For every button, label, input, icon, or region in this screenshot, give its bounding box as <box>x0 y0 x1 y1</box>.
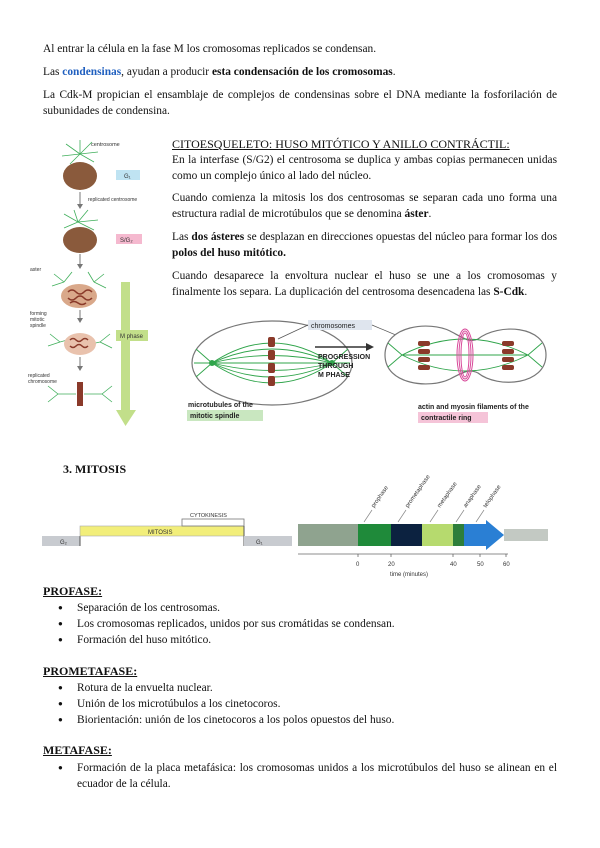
cytokinesis-label: CYTOKINESIS <box>190 513 227 519</box>
chromosomes-label: chromosomes <box>311 323 355 330</box>
centrosome-label: centrosome <box>91 142 120 148</box>
arrowhead <box>77 204 83 209</box>
metafase-list <box>43 760 557 792</box>
text: . <box>428 208 432 220</box>
phase-leader-lines <box>364 510 484 522</box>
metafase-heading: METAFASE: <box>43 743 112 757</box>
list-item: ● Los cromosomas replicados, unidos por sus cromátidas se condensan. <box>43 616 395 632</box>
intro-paragraph-2 <box>43 64 557 80</box>
arrowhead <box>77 366 83 371</box>
arrowhead <box>77 318 83 323</box>
anaphase-label: anaphase <box>462 484 483 510</box>
list-item: ● Formación de la placa metafásica: los cromosomas unidos a los microtúbulos del huso se alinean en el ecuador de la célula. <box>43 760 557 792</box>
x-axis-label: time (minutes) <box>390 572 429 578</box>
telophase-arrowhead <box>486 520 504 550</box>
interphase-bar-left <box>298 524 358 546</box>
x-ticks <box>358 554 506 557</box>
m-phase-label: M phase <box>120 334 144 340</box>
prophase-bar <box>358 524 391 546</box>
aster-label: aster <box>30 267 42 273</box>
citoesqueleto-paragraph-3 <box>172 229 557 261</box>
nucleus <box>63 162 97 190</box>
g1-label: G₁ <box>256 540 263 546</box>
section-3-heading: 3. MITOSIS <box>63 462 127 476</box>
chromosome-plate <box>77 382 83 406</box>
g2-label: G₂ <box>60 540 67 546</box>
list-item: ● Biorientación: unión de los cinetocoros a los polos opuestos del huso. <box>43 712 394 728</box>
m-phase-arrowhead <box>116 410 136 426</box>
contractile-ring-label: contractile ring <box>421 415 472 422</box>
tick-label-40: 40 <box>450 562 457 568</box>
tick-label-0: 0 <box>356 562 360 568</box>
forming-spindle-cell <box>48 333 112 355</box>
text: Las <box>172 231 192 243</box>
mitosis-label: MITOSIS <box>148 530 173 536</box>
profase-list <box>43 600 395 648</box>
intro-paragraph-3: La Cdk-M propician el ensamblaje de complejos de condensinas sobre el DNA mediante la fosforilación de subunidades de condensina. <box>43 89 557 117</box>
text: se desplazan en direcciones opuestas del núcleo para formar los dos <box>244 231 558 243</box>
nucleus <box>63 227 97 253</box>
metaphase-label: metaphase <box>436 481 459 510</box>
mitosis-phases-chart <box>298 472 560 582</box>
citoesqueleto-heading: CITOESQUELETO: HUSO MITÓTICO Y ANILLO CONTRÁCTIL: <box>172 137 510 151</box>
telophase-bar <box>464 524 486 546</box>
prophase-label: prophase <box>370 485 390 510</box>
progression-label <box>318 354 370 379</box>
metaphase-cell <box>48 382 112 406</box>
list-item: ● Separación de los centrosomas. <box>43 600 395 616</box>
list-item: ● Formación del huso mitótico. <box>43 632 395 648</box>
list-item: ● Unión de los microtúbulos a los cinetocoros. <box>43 696 394 712</box>
centrosome-cycle-figure <box>28 132 163 432</box>
telophase-label: telophase <box>482 484 503 510</box>
condensinas-term: condensinas <box>62 66 122 78</box>
arrowhead <box>77 264 83 269</box>
text: Cuando desaparece la envoltura nuclear el huso se une a los cromosomas y finalmente los separa. La duplicación del centrosoma desencadena las <box>172 270 557 298</box>
profase-heading: PROFASE: <box>43 584 103 598</box>
bold-term: áster <box>404 208 429 220</box>
forming-spindle-label: forming mitotic spindle <box>30 311 47 329</box>
text: . <box>392 66 396 78</box>
progression-line-2: THROUGH <box>318 363 354 370</box>
citoesqueleto-paragraph-2 <box>172 190 557 222</box>
prometafase-heading: PROMETAFASE: <box>43 664 138 678</box>
interphase-bar-right <box>504 529 548 541</box>
citoesqueleto-paragraph-4 <box>172 268 557 300</box>
bold-term: dos ásteres <box>191 231 245 243</box>
replicated-chromosome-label: replicated chromosome <box>28 373 57 385</box>
s-g2-label: S/G₂ <box>120 238 133 244</box>
microtubules-label: microtubules of the <box>188 402 253 409</box>
arrowhead <box>366 343 374 351</box>
anaphase-bar <box>453 524 464 546</box>
replicated-centrosome-cell <box>63 210 98 253</box>
spindle-figure <box>180 313 560 431</box>
citoesqueleto-paragraph-1: En la interfase (S/G2) el centrosoma se duplica y ambas copias permanecen unidas como un complejo único al lado del núcleo. <box>172 154 557 182</box>
bold-term: esta condensación de los cromosomas <box>211 66 393 78</box>
text: . <box>524 286 528 298</box>
tick-label-50: 50 <box>477 562 484 568</box>
prometaphase-label: prometaphase <box>404 474 432 510</box>
metaphase-bar <box>422 524 453 546</box>
left-pole <box>209 360 215 366</box>
g1-label: G₁ <box>124 174 131 180</box>
actin-myosin-label: actin and myosin filaments of the <box>418 404 529 411</box>
aster-cell <box>52 272 106 308</box>
cell-cycle-timeline <box>42 512 294 556</box>
bold-term: S-Cdk <box>493 286 525 298</box>
prometafase-list <box>43 680 394 728</box>
text: , ayudan a producir <box>121 66 212 78</box>
tick-label-20: 20 <box>388 562 395 568</box>
cytokinesis-bar <box>182 519 244 526</box>
m-phase-bar <box>121 282 130 412</box>
replicated-centrosome-label: replicated centrosome <box>88 197 138 203</box>
bold-term: polos del huso mitótico. <box>172 247 286 259</box>
prometaphase-bar <box>391 524 422 546</box>
progression-line-1: PROGRESSION <box>318 354 371 361</box>
progression-line-3: M PHASE <box>318 372 350 379</box>
list-item: ● Rotura de la envuelta nuclear. <box>43 680 394 696</box>
text: Las <box>43 66 63 78</box>
tick-label-60: 60 <box>503 562 510 568</box>
g1-bar <box>244 536 292 546</box>
text: Cuando comienza la mitosis los dos centrosomas se separan cada uno forma una estructura radial de microtúbulos que se denomina <box>172 192 557 220</box>
intro-paragraph-1: Al entrar la célula en la fase M los cromosomas replicados se condensan. <box>43 43 377 55</box>
mitotic-spindle-label: mitotic spindle <box>190 413 240 420</box>
